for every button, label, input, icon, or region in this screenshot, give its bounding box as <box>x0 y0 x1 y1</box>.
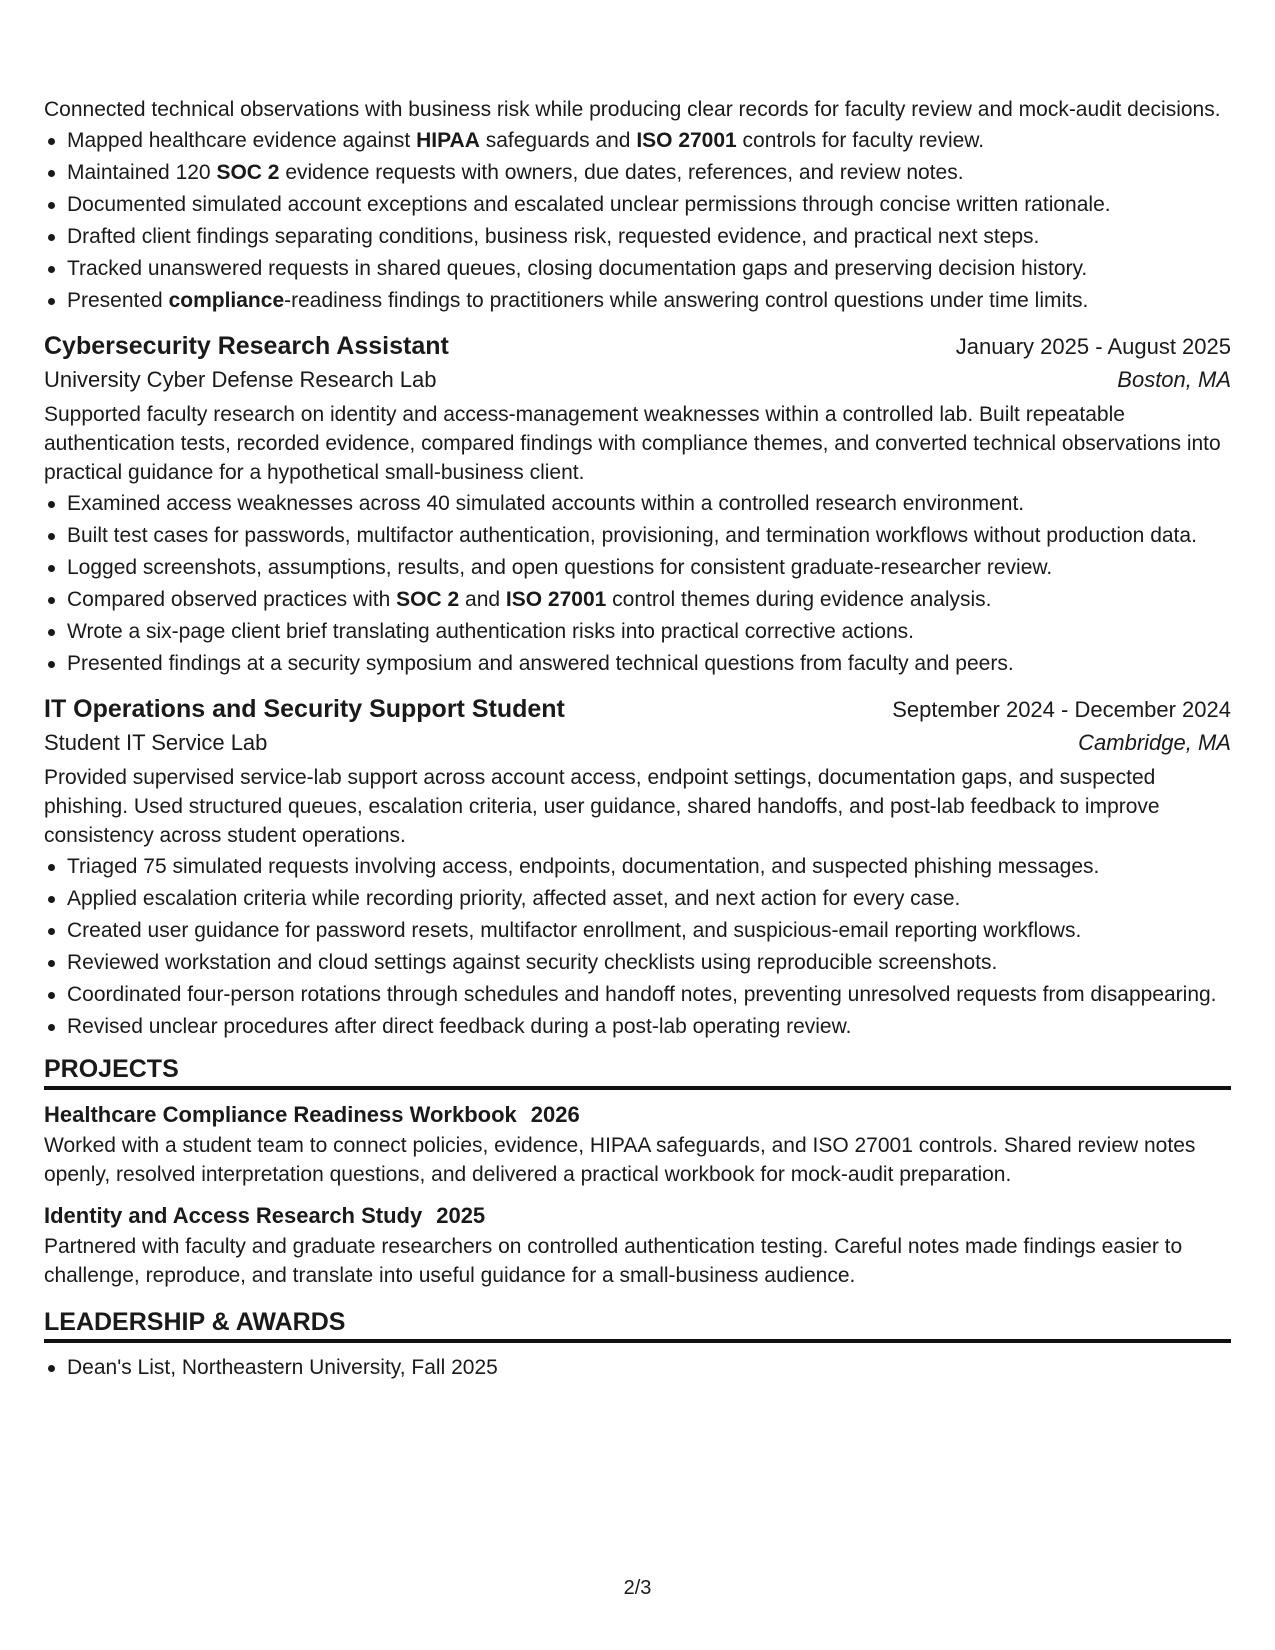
job-subheader <box>44 728 1231 757</box>
bold-term: HIPAA <box>416 129 480 152</box>
bullet-item: Logged screenshots, assumptions, results, and open questions for consistent graduate-researcher review. <box>44 553 1231 582</box>
leadership-list <box>44 1353 1231 1382</box>
bold-term: compliance <box>168 289 285 312</box>
intro-summary: Connected technical observations with business risk while producing clear records for faculty review and mock-audit decisions. <box>44 98 1221 121</box>
leadership-item: Dean's List, Northeastern University, Fall 2025 <box>44 1353 1231 1382</box>
project-year: 2025 <box>436 1203 486 1228</box>
job-bullet-list <box>44 489 1231 678</box>
bold-term: ISO 27001 <box>636 129 737 152</box>
project-name: Identity and Access Research Study <box>44 1203 423 1228</box>
bullet-item: Maintained 120 SOC 2 evidence requests with owners, due dates, references, and review notes. <box>44 158 1231 187</box>
job-organization: University Cyber Defense Research Lab <box>44 367 437 392</box>
bullet-item: Triaged 75 simulated requests involving access, endpoints, documentation, and suspected phishing messages. <box>44 852 1231 881</box>
bullet-item: Built test cases for passwords, multifactor authentication, provisioning, and termination workflows without production data. <box>44 521 1231 550</box>
job-dates: September 2024 - December 2024 <box>892 697 1231 722</box>
bullet-item: Presented compliance-readiness findings to practitioners while answering control questions under time limits. <box>44 286 1231 315</box>
project-description: Worked with a student team to connect policies, evidence, HIPAA safeguards, and ISO 27001 controls. Shared review notes openly, resolved interpretation questions, and delivered a practical workbook for mock-audit preparation. <box>44 1134 1196 1186</box>
bullet-item: Drafted client findings separating conditions, business risk, requested evidence, and practical next steps. <box>44 222 1231 251</box>
project-description: Partnered with faculty and graduate researchers on controlled authentication testing. Careful notes made findings easier to challenge, reproduce, and translate into useful guidance for a small-business audience. <box>44 1235 1183 1287</box>
bullet-item: Coordinated four-person rotations through schedules and handoff notes, preventing unresolved requests from disappearing. <box>44 980 1231 1009</box>
bold-term: SOC 2 <box>396 588 460 611</box>
project-header <box>44 1201 1231 1230</box>
intro-bullet-list <box>44 126 1231 315</box>
project-year: 2026 <box>530 1102 580 1127</box>
projects-heading: PROJECTS <box>44 1055 1231 1090</box>
bold-term: ISO 27001 <box>505 588 607 611</box>
project-entry <box>44 1100 1231 1189</box>
bullet-item: Presented findings at a security symposium and answered technical questions from faculty and peers. <box>44 649 1231 678</box>
job-summary: Provided supervised service-lab support across account access, endpoint settings, documentation gaps, and suspected phishing. Used structured queues, escalation criteria, user guidance, shared handoffs, and post-lab feedback to improve consistency across student operations. <box>44 766 1160 847</box>
job-title: IT Operations and Security Support Student <box>44 695 565 723</box>
bullet-item: Examined access weaknesses across 40 simulated accounts within a controlled research environment. <box>44 489 1231 518</box>
bullet-item: Documented simulated account exceptions and escalated unclear permissions through concise written rationale. <box>44 190 1231 219</box>
project-header <box>44 1100 1231 1129</box>
job-location: Boston, MA <box>1117 367 1231 392</box>
job-title: Cybersecurity Research Assistant <box>44 332 449 360</box>
job-subheader <box>44 365 1231 394</box>
bullet-item: Applied escalation criteria while recording priority, affected asset, and next action for every case. <box>44 884 1231 913</box>
job-dates: January 2025 - August 2025 <box>955 334 1231 359</box>
page-number: 2/3 <box>623 1577 652 1599</box>
bold-term: SOC 2 <box>216 161 280 184</box>
bullet-item: Tracked unanswered requests in shared queues, closing documentation gaps and preserving decision history. <box>44 254 1231 283</box>
job-summary: Supported faculty research on identity and access-management weaknesses within a controlled lab. Built repeatable authentication tests, recorded evidence, compared findings with compliance themes, and converted technical observations into practical guidance for a hypothetical small-business client. <box>44 403 1221 484</box>
job-header <box>44 695 1231 724</box>
project-name: Healthcare Compliance Readiness Workbook <box>44 1102 517 1127</box>
job-location: Cambridge, MA <box>1078 730 1231 755</box>
project-entry <box>44 1201 1231 1290</box>
bullet-item: Mapped healthcare evidence against HIPAA safeguards and ISO 27001 controls for faculty review. <box>44 126 1231 155</box>
bullet-item: Wrote a six-page client brief translating authentication risks into practical corrective actions. <box>44 617 1231 646</box>
bullet-item: Created user guidance for password resets, multifactor enrollment, and suspicious-email reporting workflows. <box>44 916 1231 945</box>
job-entry <box>44 695 1231 1041</box>
job-organization: Student IT Service Lab <box>44 730 268 755</box>
job-header <box>44 332 1231 361</box>
leadership-heading: LEADERSHIP & AWARDS <box>44 1308 1231 1343</box>
job-bullet-list <box>44 852 1231 1041</box>
bullet-item: Compared observed practices with SOC 2 and ISO 27001 control themes during evidence analysis. <box>44 585 1231 614</box>
bullet-item: Reviewed workstation and cloud settings against security checklists using reproducible screenshots. <box>44 948 1231 977</box>
job-entry <box>44 332 1231 678</box>
bullet-item: Revised unclear procedures after direct feedback during a post-lab operating review. <box>44 1012 1231 1041</box>
